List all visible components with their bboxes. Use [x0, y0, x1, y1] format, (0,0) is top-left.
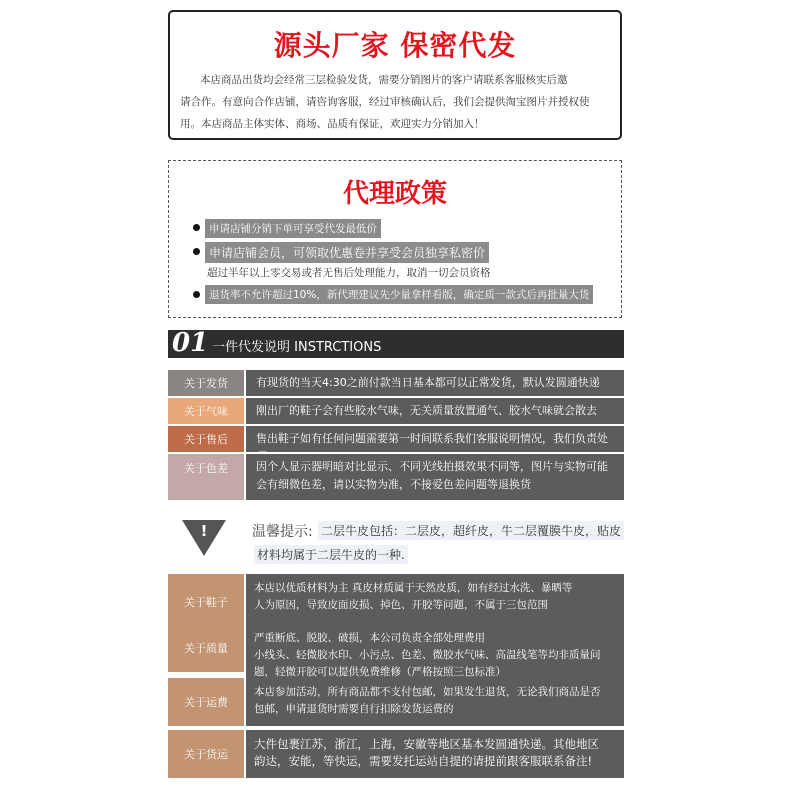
content-after-sales: 售出鞋子如有任何问题需要第一时间联系我们客服说明情况，我们负责处: [246, 426, 624, 452]
warning-line-1: 二层牛皮包括：二层皮，超纤皮，牛二层覆膜牛皮，贴皮: [318, 521, 624, 540]
shoes-line-2: 人为原因，导致皮面皮损、掉色、开胶等问题，不属于三包范围: [254, 599, 548, 611]
transport-line-1: 大件包裹江苏，浙江，上海，安徽等地区基本发圆通快递。其他地区: [254, 737, 599, 751]
notice-box: [168, 10, 622, 140]
freight-line-2: 包邮，申请退货时需要自行扣除发货运费的: [254, 703, 454, 715]
policy-item-2-sub: 超过半年以上零交易或者无售后处理能力，取消一切会员资格: [207, 267, 491, 279]
content-color-diff: [246, 454, 624, 500]
notice-line-2: 请合作。有意向合作店铺，请咨询客服，经过审核确认后，我们会提供淘宝图片并授权使: [180, 96, 590, 108]
content-quality: [246, 624, 624, 680]
warning-line-2: 材料均属于二层牛皮的一种.: [254, 545, 408, 564]
label-color-diff: 关于色差: [168, 454, 244, 500]
section-number: 01: [172, 328, 209, 358]
policy-item-1: 申请店铺分销下单可享受代发最低价: [205, 219, 381, 238]
color-diff-line-1: 因个人显示器明暗对比显示、不同光线拍摄效果不同等，图片与实物可能: [256, 460, 608, 473]
quality-line-2: 小线头、轻微胶水印、小污点、色差、微胶水气味、高温线笔等均非质量问: [254, 649, 601, 661]
content-smell: 刚出厂的鞋子会有些胶水气味，无关质量放置通气、胶水气味就会散去: [246, 398, 624, 424]
label-shipping: 关于发货: [168, 370, 244, 396]
content-transport: [246, 730, 624, 778]
instructions-header: [168, 330, 624, 358]
policy-item-2: 申请店铺会员，可领取优惠卷并享受会员独享私密价: [205, 242, 489, 263]
agent-policy-title: 代理政策: [342, 179, 447, 209]
transport-line-2: 韵达，安能，等快运，需要发托运站自提的请提前跟客服联系备注!: [254, 754, 593, 768]
label-shoes: 关于鞋子: [168, 574, 244, 630]
policy-item-3: 退货率不允许超过10%，新代理建议先少量拿样看版，确定质一款式后再批量大货: [205, 285, 593, 304]
shoes-line-1: 本店以优质材料为主 真皮材质属于天然皮质，如有经过水洗、暴晒等: [254, 582, 573, 594]
notice-line-1: 本店商品出货均会经常三层检验发货，需要分销图片的客户请联系客服核实后邀: [200, 74, 568, 86]
label-freight: 关于运费: [168, 678, 244, 726]
freight-line-1: 本店参加活动，所有商品都不支付包邮，如果发生退货，无论我们商品是否: [254, 686, 601, 698]
notice-title: 源头厂家 保密代发: [273, 29, 517, 62]
quality-line-3: 题，轻微开胶可以提供免费维修（严格按照三包标准）: [254, 666, 506, 678]
bullet-icon: [193, 248, 200, 255]
label-transport: 关于货运: [168, 730, 244, 778]
quality-line-1: 严重断底、脱胶、破损，本公司负责全部处理费用: [254, 632, 485, 644]
color-diff-line-2: 会有细微色差，请以实物为准，不接爱色差问题等退换货: [256, 478, 531, 491]
label-quality: 关于质量: [168, 624, 244, 672]
warning-label: 温馨提示:: [252, 524, 313, 540]
notice-line-3: 用。本店商品主体实体、商场、品质有保证，欢迎实力分销加入！: [180, 118, 485, 130]
agent-policy-box: [168, 160, 622, 318]
exclamation-icon: !: [200, 522, 208, 540]
label-after-sales: 关于售后: [168, 426, 244, 452]
content-freight: [246, 678, 624, 726]
label-smell: 关于气味: [168, 398, 244, 424]
content-shoes: [246, 574, 624, 630]
section-title: 一件代发说明 INSTRCTIONS: [212, 340, 382, 355]
bullet-icon: [193, 291, 200, 298]
content-shipping: 有现货的当天4:30之前付款当日基本都可以正常发货，默认发圆通快递: [246, 370, 624, 396]
bullet-icon: [193, 224, 200, 231]
